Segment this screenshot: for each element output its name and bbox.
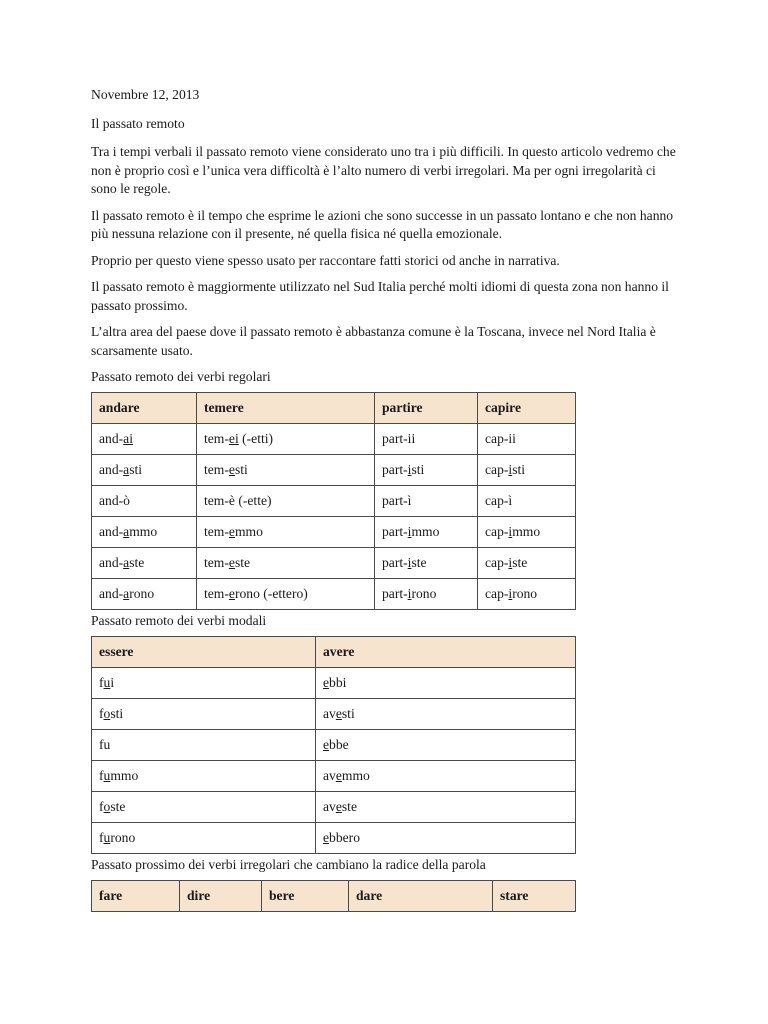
- table-cell: [197, 579, 375, 610]
- table-cell: [375, 579, 478, 610]
- cell-text: cap-: [485, 555, 509, 570]
- cell-text: mmo: [341, 768, 370, 783]
- stressed-vowel: e: [323, 737, 330, 752]
- table-cell: [92, 486, 197, 517]
- cell-text: (-etti): [238, 431, 274, 446]
- column-header: partire: [375, 393, 478, 424]
- table-row: [92, 823, 576, 854]
- stressed-vowel: e: [228, 524, 235, 539]
- cell-text: rono (-ettero): [234, 586, 308, 601]
- table-cell: [316, 730, 576, 761]
- cell-text: tem-: [204, 586, 229, 601]
- cell-text: f: [99, 768, 104, 783]
- stressed-vowel: e: [228, 462, 235, 477]
- document-date: Novembre 12, 2013: [91, 87, 200, 102]
- column-header: andare: [92, 393, 197, 424]
- cell-text: and-: [99, 555, 124, 570]
- cell-text: tem-: [204, 524, 229, 539]
- table-cell: [478, 455, 576, 486]
- stressed-vowel: i: [407, 524, 412, 539]
- column-header: temere: [197, 393, 375, 424]
- table-cell: [92, 424, 197, 455]
- cell-text: tem-: [204, 462, 229, 477]
- table-cell: [375, 548, 478, 579]
- table-cell: [197, 455, 375, 486]
- table-cell: [197, 486, 375, 517]
- table-row: [92, 730, 576, 761]
- stressed-vowel: e: [323, 830, 330, 845]
- cell-text: cap-: [485, 462, 509, 477]
- table-cell: [375, 486, 478, 517]
- stressed-vowel: e: [323, 675, 330, 690]
- stressed-vowel: i: [407, 555, 412, 570]
- table-cell: [478, 486, 576, 517]
- cell-text: mmo: [411, 524, 440, 539]
- stressed-vowel: a: [123, 555, 130, 570]
- cell-text: f: [99, 799, 104, 814]
- stressed-vowel: e: [228, 586, 235, 601]
- table-cell: [197, 548, 375, 579]
- table-row: [92, 517, 576, 548]
- cell-text: bbe: [329, 737, 349, 752]
- stressed-vowel: ei: [228, 431, 239, 446]
- table-header-row: [92, 881, 576, 912]
- cell-text: ste: [129, 555, 145, 570]
- paragraph: Proprio per questo viene spesso usato per raccontare fatti storici od anche in narrativa.: [91, 252, 560, 268]
- irregular-verbs-table: [91, 880, 576, 912]
- modal-verbs-table: [91, 636, 576, 854]
- cell-text: bbero: [329, 830, 360, 845]
- cell-text: and-: [99, 462, 124, 477]
- table-cell: [478, 579, 576, 610]
- table-cell: [92, 517, 197, 548]
- cell-text: f: [99, 830, 104, 845]
- column-header: capire: [478, 393, 576, 424]
- paragraph: L’altra area del paese dove il passato remoto è abbastanza comune è la Toscana, invece nel Nord Italia è scarsamente usato.: [91, 324, 656, 358]
- cell-text: sti: [411, 462, 425, 477]
- table-row: [92, 668, 576, 699]
- table-row: [92, 761, 576, 792]
- cell-text: sti: [129, 462, 143, 477]
- stressed-vowel: i: [508, 462, 513, 477]
- table-row: [92, 455, 576, 486]
- table-cell: [197, 517, 375, 548]
- stressed-vowel: e: [335, 799, 342, 814]
- paragraph: Tra i tempi verbali il passato remoto viene considerato uno tra i più difficili. In questo articolo vedremo che non è proprio così e l’unica vera difficoltà è l’alto numero di verbi irregolari. Ma per ogni irregolarità ci sono le regole.: [91, 144, 676, 196]
- cell-text: ste: [341, 799, 357, 814]
- table-cell: [92, 579, 197, 610]
- table-row: [92, 792, 576, 823]
- stressed-vowel: i: [407, 462, 412, 477]
- stressed-vowel: a: [123, 524, 130, 539]
- cell-text: ste: [512, 555, 528, 570]
- table-caption-modal-verbs: Passato remoto dei verbi modali: [91, 613, 267, 628]
- cell-text: av: [323, 799, 336, 814]
- cell-text: part-ì: [382, 493, 412, 508]
- cell-text: and-: [99, 586, 124, 601]
- cell-text: cap-ii: [485, 431, 516, 446]
- stressed-vowel: a: [123, 586, 130, 601]
- cell-text: mmo: [234, 524, 263, 539]
- cell-text: ste: [110, 799, 126, 814]
- table-row: [92, 579, 576, 610]
- cell-text: cap-ì: [485, 493, 513, 508]
- column-header: avere: [316, 637, 576, 668]
- stressed-vowel: o: [103, 799, 111, 814]
- table-cell: [316, 823, 576, 854]
- table-cell: [92, 792, 316, 823]
- cell-text: cap-: [485, 524, 509, 539]
- table-cell: [375, 455, 478, 486]
- cell-text: bbi: [329, 675, 347, 690]
- table-header-row: [92, 637, 576, 668]
- stressed-vowel: i: [508, 586, 513, 601]
- document-page: [91, 86, 681, 912]
- document-title: Il passato remoto: [91, 115, 185, 131]
- cell-text: tem-: [204, 555, 229, 570]
- cell-text: part-: [382, 462, 408, 477]
- stressed-vowel: o: [103, 706, 111, 721]
- table-cell: [316, 792, 576, 823]
- stressed-vowel: e: [228, 555, 235, 570]
- cell-text: sti: [512, 462, 526, 477]
- table-cell: [92, 730, 316, 761]
- column-header: bere: [262, 881, 349, 912]
- cell-text: part-ii: [382, 431, 416, 446]
- table-cell: [92, 455, 197, 486]
- stressed-vowel: u: [103, 768, 111, 783]
- cell-text: mmo: [110, 768, 139, 783]
- cell-text: part-: [382, 524, 408, 539]
- table-cell: [92, 761, 316, 792]
- cell-text: f: [99, 675, 104, 690]
- table-cell: [478, 424, 576, 455]
- table-cell: [478, 548, 576, 579]
- cell-text: rono: [512, 586, 538, 601]
- cell-text: and-: [99, 431, 124, 446]
- table-cell: [92, 668, 316, 699]
- column-header: essere: [92, 637, 316, 668]
- stressed-vowel: u: [103, 830, 111, 845]
- table-cell: [197, 424, 375, 455]
- table-row: [92, 699, 576, 730]
- cell-text: and-ò: [99, 493, 130, 508]
- cell-text: av: [323, 706, 336, 721]
- table-cell: [316, 699, 576, 730]
- cell-text: sti: [341, 706, 355, 721]
- table-row: [92, 548, 576, 579]
- cell-text: ste: [234, 555, 251, 570]
- table-caption-regular-verbs: Passato remoto dei verbi regolari: [91, 369, 271, 384]
- cell-text: f: [99, 706, 104, 721]
- cell-text: mmo: [129, 524, 158, 539]
- stressed-vowel: i: [508, 555, 513, 570]
- table-row: [92, 424, 576, 455]
- cell-text: av: [323, 768, 336, 783]
- table-cell: [375, 424, 478, 455]
- table-header-row: [92, 393, 576, 424]
- table-cell: [92, 548, 197, 579]
- cell-text: ste: [411, 555, 427, 570]
- cell-text: rono: [129, 586, 155, 601]
- cell-text: sti: [110, 706, 124, 721]
- table-caption-irregular-verbs: Passato prossimo dei verbi irregolari che cambiano la radice della parola: [91, 857, 486, 872]
- column-header: fare: [92, 881, 180, 912]
- table-cell: [375, 517, 478, 548]
- paragraph: Il passato remoto è il tempo che esprime le azioni che sono successe in un passato lontano e che non hanno più nessuna relazione con il presente, né quella fisica né quella emozionale.: [91, 207, 674, 241]
- table-cell: [316, 668, 576, 699]
- cell-text: mmo: [512, 524, 541, 539]
- table-row: [92, 486, 576, 517]
- cell-text: tem-: [204, 431, 229, 446]
- cell-text: tem-è (-ette): [204, 493, 272, 508]
- paragraph: Il passato remoto è maggiormente utilizzato nel Sud Italia perché molti idiomi di questa zona non hanno il passato prossimo.: [91, 279, 669, 313]
- column-header: dire: [180, 881, 262, 912]
- stressed-vowel: u: [103, 675, 111, 690]
- table-cell: [316, 761, 576, 792]
- cell-text: rono: [110, 830, 136, 845]
- cell-text: sti: [234, 462, 248, 477]
- stressed-vowel: i: [508, 524, 513, 539]
- table-cell: [478, 517, 576, 548]
- column-header: dare: [349, 881, 493, 912]
- table-cell: [92, 823, 316, 854]
- stressed-vowel: i: [407, 586, 412, 601]
- cell-text: cap-: [485, 586, 509, 601]
- column-header: stare: [493, 881, 576, 912]
- regular-verbs-table: [91, 392, 576, 610]
- cell-text: i: [110, 675, 115, 690]
- cell-text: and-: [99, 524, 124, 539]
- stressed-vowel: e: [335, 768, 342, 783]
- cell-text: fu: [99, 737, 111, 752]
- cell-text: rono: [411, 586, 437, 601]
- stressed-vowel: ai: [123, 431, 133, 446]
- stressed-vowel: a: [123, 462, 130, 477]
- stressed-vowel: e: [335, 706, 342, 721]
- cell-text: part-: [382, 555, 408, 570]
- cell-text: part-: [382, 586, 408, 601]
- table-cell: [92, 699, 316, 730]
